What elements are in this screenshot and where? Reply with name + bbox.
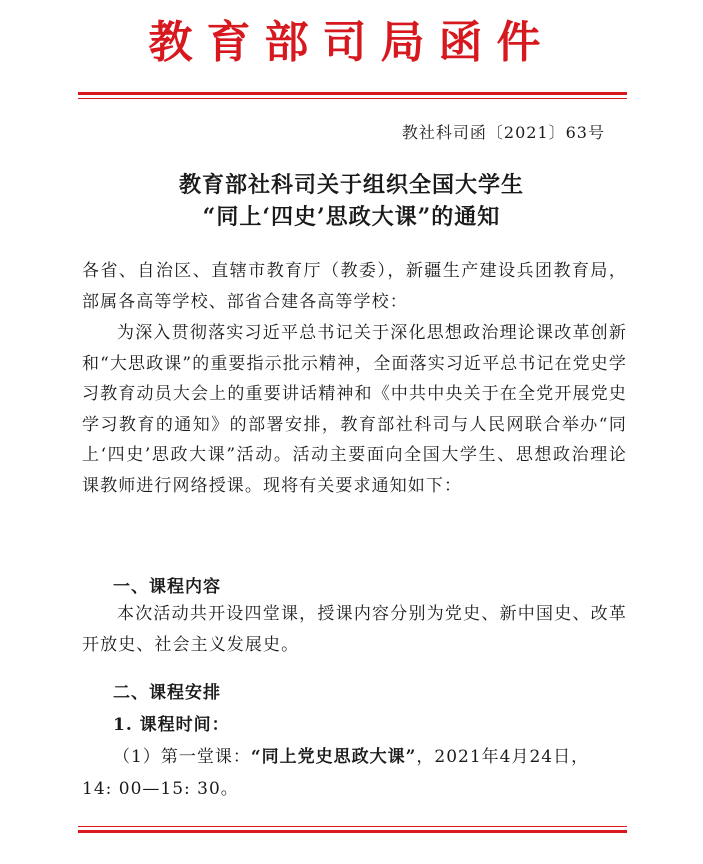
course-item-1-prefix: （1）第一堂课： xyxy=(113,747,251,767)
section-1-heading: 一、课程内容 xyxy=(113,577,221,597)
masthead-rule-thick xyxy=(78,92,627,95)
footer-rule-thin xyxy=(78,826,627,827)
footer-rule-thick xyxy=(78,830,627,833)
course-item-1-time: 14: 00—15: 30。 xyxy=(82,779,239,799)
section-2-subheading: 1. 课程时间： xyxy=(113,715,230,735)
section-2-heading: 二、课程安排 xyxy=(113,683,221,703)
section-1-body: 本次活动共开设四堂课，授课内容分别为党史、新中国史、改革开放史、社会主义发展史。 xyxy=(82,604,627,655)
salutation: 各省、自治区、直辖市教育厅（教委），新疆生产建设兵团教育局，部属各高等学校、部省合建各高等学校： xyxy=(82,261,627,312)
intro-paragraph: 为深入贯彻落实习近平总书记关于深化思想政治理论课改革创新和“大思政课”的重要指示批示精神，全面落实习近平总书记在党史学习教育动员大会上的重要讲话精神和《中共中央关于在全党开展党史学习教育的通知》的部署安排，教育部社科司与人民网联合举办“同上‘四史’思政大课”活动。活动主要面向全国大学生、思想政治理论课教师进行网络授课。现将有关要求通知如下： xyxy=(82,323,627,496)
title-line-1: 教育部社科司关于组织全国大学生 xyxy=(178,172,524,198)
title-line-2: “同上‘四史’思政大课”的通知 xyxy=(202,204,501,230)
course-item-1-title: “同上党史思政大课” xyxy=(250,747,417,767)
document-number: 教社科司函〔2021〕63号 xyxy=(401,123,605,142)
course-item-1 xyxy=(113,742,589,767)
course-item-1-date: ，2021年4月24日， xyxy=(416,747,590,767)
masthead-rule-thin xyxy=(78,98,627,99)
masthead-title: 教育部司局函件 xyxy=(148,17,555,68)
